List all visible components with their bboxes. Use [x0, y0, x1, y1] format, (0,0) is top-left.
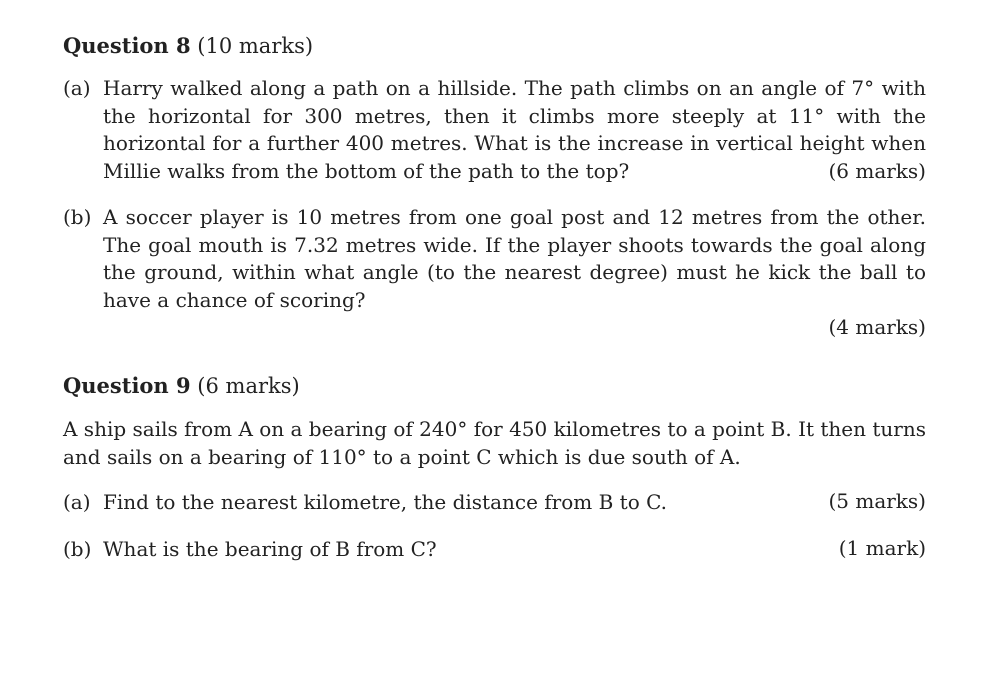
- question-8-number: Question 8: [63, 33, 191, 58]
- question-9-part-a: [63, 489, 926, 517]
- part-a-label: (a): [63, 490, 91, 514]
- question-9-part-b-marks: (1 mark): [838, 536, 926, 560]
- question-8-heading: [63, 33, 313, 58]
- question-9-number: Question 9: [63, 373, 191, 398]
- part-b-text: A soccer player is 10 metres from one goal post and 12 metres from the other. The goal mouth is 7.32 metres wide. If the player shoots towards the goal along the ground, within what angle (to the nearest degree) must he kick the ball to have a chance of scoring?: [103, 205, 926, 312]
- question-8-total-marks: (10 marks): [190, 34, 314, 58]
- question-8-part-a: [63, 75, 926, 187]
- question-8-part-b-marks: (4 marks): [828, 315, 926, 339]
- question-9-part-a-marks: (5 marks): [828, 489, 926, 513]
- question-9-heading: [63, 373, 300, 398]
- question-9-part-b: [63, 536, 926, 564]
- question-8-part-a-marks: (6 marks): [828, 159, 926, 183]
- part-a-text: Harry walked along a path on a hillside. The path climbs on an angle of 7° with the horizontal for 300 metres, then it climbs more steeply at 11° with the horizontal for a further 400 metres. What is the increase in vertical height when Millie walks from the bottom of the path to the top?: [103, 76, 926, 183]
- question-8-part-b: [63, 204, 926, 316]
- part-b-text: What is the bearing of B from C?: [103, 537, 437, 561]
- part-a-text: Find to the nearest kilometre, the distance from B to C.: [103, 490, 668, 514]
- question-9-intro: A ship sails from A on a bearing of 240° for 450 kilometres to a point B. It then turns and sails on a bearing of 110° to a point C which is due south of A.: [63, 417, 926, 469]
- part-a-label: (a): [63, 76, 91, 100]
- question-9-total-marks: (6 marks): [190, 374, 300, 398]
- part-b-label: (b): [63, 205, 92, 229]
- part-b-label: (b): [63, 537, 92, 561]
